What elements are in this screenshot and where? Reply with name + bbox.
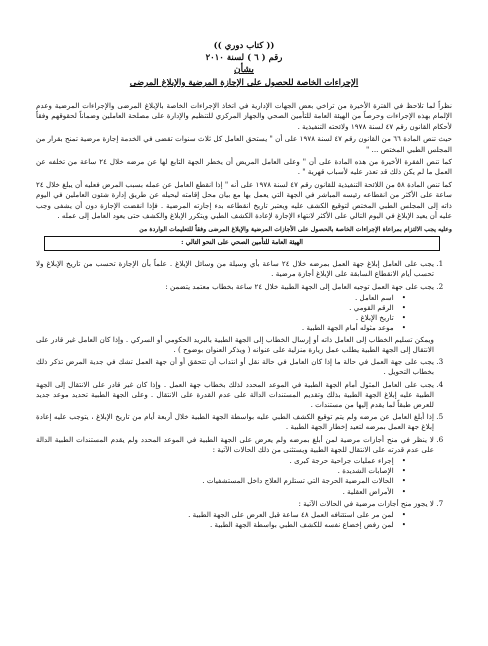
list-item (36, 499, 434, 531)
sub-list (36, 456, 406, 497)
list-item: 4. يجب على العامل المثول أمام الجهة الطبية في الموعد المحدد لذلك بخطاب جهة العمل . وإذا كان غير قادر على الانتقال إلى الجهة الطبية عليه إبلاغ الجهة الطبية بذلك وتقديم المستندات الدالة على عدم القدرة على الانتقال . وعلى الجهة الطبية تحديد موعد جديد للعرض طبقاً لما يقدم إليها من مستندات . (36, 380, 434, 411)
list-item (36, 282, 434, 355)
list-item (36, 435, 434, 497)
instruction-note: وعليه يجب الالتزام بمراعاة الإجراءات الخاصة بالحصول على الأجازات المرضية والإبلاغ المرضى وفقاً للتعليمات الواردة من (139, 226, 452, 234)
sub-list-item: • موعد مثوله أمام الجهة الطبية . (36, 323, 406, 333)
sub-list-item: • لمن مر على استئنافه العمل ٤٨ ساعة قبل العرض على الجهة الطبية . (36, 510, 406, 520)
list-item: 1. يجب على العامل إبلاغ جهة العمل بمرضه خلال ٢٤ ساعة بأي وسيلة من وسائل الإبلاغ . علماً بأن الإجازة تحسب من تاريخ الإبلاغ ولا تحسب أيام الانقطاع السابقة على الإبلاغ أجازة مرضية . (36, 259, 434, 279)
article-66-paragraph: حيث تنص المادة ٦٦ من القانون رقم ٤٧ لسنة ١٩٧٨ على أن " يستحق العامل كل ثلاث سنوات تقضى في الخدمة إجازة مرضية تمنح بقرار من المجلس الطبي المختص ... " (36, 134, 453, 154)
intro-paragraph: نظراً لما تلاحظ في الفترة الأخيرة من تراخي بعض الجهات الإدارية في اتخاذ الإجراءات الخاصة بالإبلاغ المرضى والإجراءات المرضية وعدم الإلمام بهذه الإجراءات وحرصاً من الهيئة العامة للتأمين الصحي والجهاز المركزي للتنظيم والإدارة على مصلحة العاملين وضماناً لحقوقهم وفقاً لأحكام القانون رقم ٤٧ لسنة ١٩٧٨ ولائحته التنفيذية . (36, 101, 452, 131)
sub-list (36, 293, 406, 334)
sub-list-item: • الإصابات الشديدة . (36, 466, 406, 476)
list-item: 3. يجب على جهة العمل في حالة ما إذا كان العامل في حالة نقل أو انتداب أن تتحقق أو أن جهة العمل تشك في جدية المرض تذكر ذلك بخطاب التحويل . (36, 357, 434, 377)
list-item-text: لا ينظر في منح أجازات مرضية لمن أبلغ بمرضه ولم يعرض على الجهة الطبية في الموعد المحدد ولم يقدم المستندات الطبية الدالة على عدم قدرته على الانتقال للجهة الطبية ويستثنى من ذلك الحالات الآتية : (36, 434, 434, 454)
sub-list-item: • الأمراض العقلية . (36, 487, 406, 497)
sub-list-item: • لمن رفض إخضاع نفسه للكشف الطبي بواسطة الجهة الطبية . (36, 520, 406, 530)
sub-list-item: • الحالات المرضية الحرجة التي تستلزم العلاج داخل المستشفيات . (36, 476, 406, 486)
sub-list (36, 510, 406, 530)
sub-list-item: • الرقم القومي . (36, 303, 406, 313)
subject-label: بشأن (234, 65, 254, 75)
procedures-list (36, 259, 452, 530)
sub-list-item: • اسم العامل . (36, 293, 406, 303)
document-title: الإجراءات الخاصة للحصول على الإجازة المرضية والإبلاغ المرضى (129, 78, 359, 88)
document-header (36, 40, 452, 89)
circular-number: رقم ( ٦ ) لسنة ٢٠١٠ (205, 53, 283, 63)
sub-list-item: • إجراء عمليات جراحية حرجة كبرى . (36, 456, 406, 466)
list-item-text: لا يجوز منح أجازات مرضية في الحالات الآتية : (298, 498, 434, 508)
article-58-paragraph: كما تنص المادة ٥٨ من اللائحة التنفيذية للقانون رقم ٤٧ لسنة ١٩٧٨ على أنه " إذا انقطع العامل عن عمله بسبب المرض فعليه أن يبلغ خلال ٢٤ ساعة على الأكثر من انقطاعه رئيسه المباشر في الجهة التي يعمل بها مع بيان محل إقامته ليحيله عن طريق إدارة شئون العاملين في اليوم ذاته إلى المجلس الطبي المختص لتوقيع الكشف عليه ويعتبر تاريخ انقطاعه بدء إجازته المرضية . فإذا انقضت الإجازة دون أن يشفى وجب عليه أن يعيد الإبلاغ في اليوم التالي على الأكثر لانتهاء الإجازة لإعادة الكشف الطبي ويتكرر الإبلاغ والكشف حتى يعود العامل إلى عمله . (36, 179, 452, 221)
list-item-text: يجب على جهة العمل توجيه العامل إلى الجهة الطبية خلال ٢٤ ساعة بخطاب معتمد يتضمن : (165, 281, 434, 291)
list-item: 5. إذا أبلغ العامل عن مرضه ولم يتم توقيع الكشف الطبي عليه بواسطة الجهة الطبية خلال أربعة أيام من تاريخ الإبلاغ ، يتوجب عليه إعادة إبلاغ جهة العمل بمرضه لتعيد إخطار الجهة الطبية . (36, 412, 434, 432)
boxed-heading: الهيئة العامة للتأمين الصحي على النحو التالي : (44, 236, 440, 251)
article-66-last-clause: كما تنص الفقرة الأخيرة من هذه المادة على أن " وعلى العامل المريض أن يخطر الجهة التابع لها عن مرضه خلال ٢٤ ساعة من تخلفه عن العمل ما لم يكن ذلك قد تعذر عليه لأسباب قهرية " . (36, 157, 452, 177)
circular-label: (( كتاب دوري )) (213, 41, 275, 51)
sub-list-item: • تاريخ الإبلاغ . (36, 313, 406, 323)
list-item-continuation: ويمكن تسليم الخطاب إلى العامل ذاته أو إرسال الخطاب إلى الجهة الطبية بالبريد الحكومي أو السركي . وإذا كان العامل غير قادر على الانتقال إلى الجهة الطبية يطلب عمل زيارة منزلية على عنوانه ( ويذكر العنوان بوضوح ) . (36, 334, 434, 354)
